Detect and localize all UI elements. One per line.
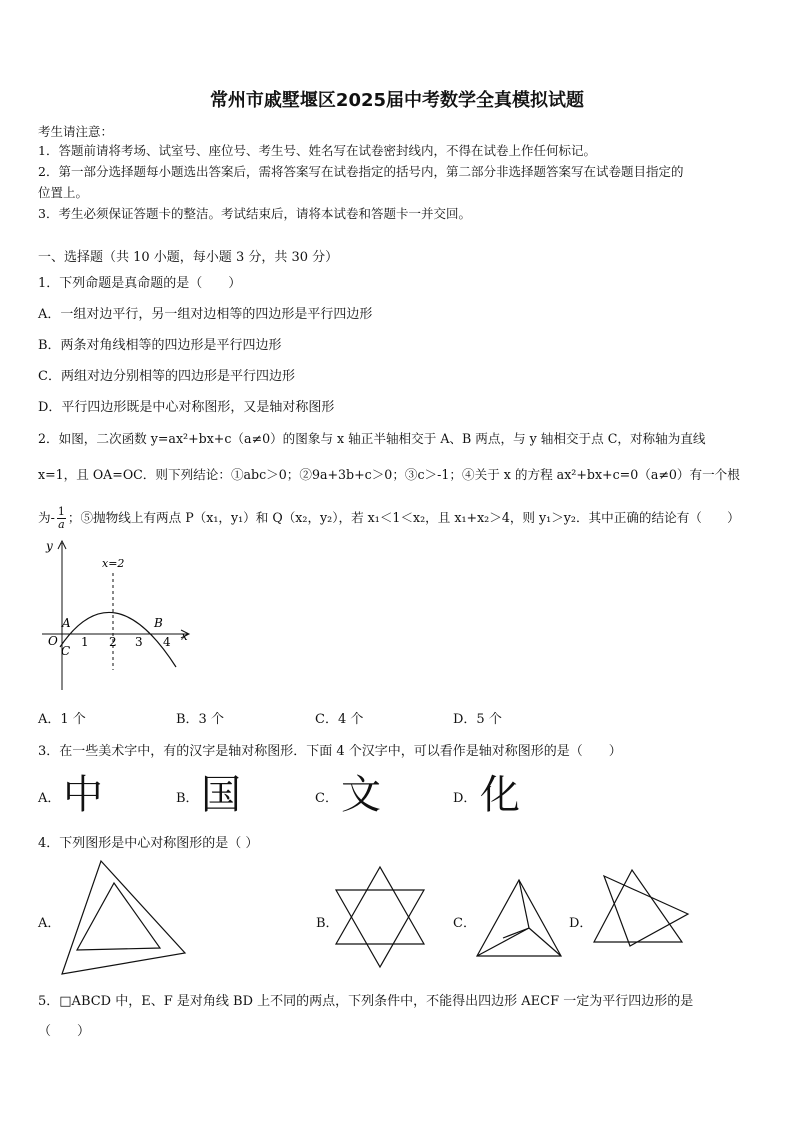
question-4-figure-d — [590, 866, 692, 950]
question-3-option-d-letter: D． — [453, 791, 477, 806]
question-1-option-a: A．一组对边平行，另一组对边相等的四边形是平行四边形 — [38, 307, 373, 322]
origin-label: O — [48, 634, 58, 648]
question-2-option-c: C．4 个 — [315, 712, 364, 727]
question-4-stem: 4．下列图形是中心对称图形的是（ ） — [38, 836, 259, 851]
fraction-1-over-a — [57, 506, 66, 531]
question-4-option-b-letter: B． — [316, 916, 339, 931]
question-4-option-d-letter: D． — [569, 916, 593, 931]
question-2-rest: ；⑤抛物线上有两点 P（x₁，y₁）和 Q（x₂，y₂），若 x₁＜1＜x₂，且 x₁+x₂＞4，则 y₁＞y₂．其中正确的结论有（ ） — [67, 510, 740, 525]
notice-heading: 考生请注意： — [38, 124, 114, 139]
question-4-figure-c — [473, 876, 565, 960]
question-4-option-c-letter: C． — [453, 916, 476, 931]
question-1-option-c: C．两组对边分别相等的四边形是平行四边形 — [38, 369, 295, 384]
question-3-stem: 3．在一些美术字中，有的汉字是轴对称图形．下面 4 个汉字中，可以看作是轴对称图形的是（ ） — [38, 744, 622, 759]
triangle-1 — [594, 870, 682, 942]
star-triangle-up — [336, 867, 424, 944]
symmetry-axis-label: x=2 — [102, 557, 125, 570]
inner-line — [503, 928, 529, 938]
question-2-option-d: D．5 个 — [453, 712, 502, 727]
question-5-line-2: （ ） — [38, 1024, 91, 1039]
page-title: 常州市戚墅堰区2025届中考数学全真模拟试题 — [209, 90, 585, 111]
point-a-label: A — [62, 616, 71, 630]
question-2-prefix: 为- — [38, 510, 55, 525]
notice-item: 2．第一部分选择题每小题选出答案后，需将答案写在试卷指定的括号内，第二部分非选择题答案写在试卷题目指定的 — [38, 164, 684, 179]
star-triangle-down — [336, 890, 424, 967]
question-4-figure-b — [332, 864, 428, 970]
question-3-option-a-char: 中 — [63, 772, 103, 818]
question-3-option-b-char: 国 — [201, 772, 241, 818]
x-tick-label: 3 — [135, 635, 143, 649]
question-3-option-d-char: 化 — [480, 772, 520, 818]
notice-item: 3．考生必须保证答题卡的整洁。考试结束后，请将本试卷和答题卡一并交回。 — [38, 206, 471, 221]
question-3-option-b-letter: B． — [176, 791, 199, 806]
question-2-line-2: x=1，且 OA=OC．则下列结论：①abc＞0；②9a+3b+c＞0；③c＞-1；④关于 x 的方程 ax²+bx+c=0（a≠0）有一个根 — [38, 467, 740, 482]
notice-item: 1．答题前请将考场、试室号、座位号、考生号、姓名写在试卷密封线内，不得在试卷上作任何标记。 — [38, 143, 596, 158]
question-2-line-1: 2．如图，二次函数 y=ax²+bx+c（a≠0）的图象与 x 轴正半轴相交于 A、B 两点，与 y 轴相交于点 C，对称轴为直线 — [38, 431, 706, 446]
question-3-option-c-char: 文 — [341, 772, 381, 818]
question-2-line-3 — [38, 506, 740, 531]
fraction-numerator: 1 — [57, 505, 65, 518]
question-3-option-a-letter: A． — [38, 791, 61, 806]
x-tick-label: 1 — [81, 635, 89, 649]
notice-item: 位置上。 — [38, 185, 89, 200]
question-4-figure-a — [58, 858, 188, 978]
question-2-option-a: A．1 个 — [38, 712, 86, 727]
question-2-option-b: B．3 个 — [176, 712, 224, 727]
fraction-denominator: a — [58, 518, 65, 531]
section-heading: 一、选择题（共 10 小题，每小题 3 分，共 30 分） — [38, 250, 339, 265]
point-b-label: B — [154, 616, 163, 630]
large-triangle — [62, 861, 185, 974]
triangle-2 — [604, 876, 688, 946]
question-1-option-b: B．两条对角线相等的四边形是平行四边形 — [38, 338, 282, 353]
x-axis-label: x — [181, 629, 188, 643]
question-1-option-d: D．平行四边形既是中心对称图形，又是轴对称图形 — [38, 400, 335, 415]
point-c-label: C — [61, 644, 71, 658]
x-tick-label: 4 — [163, 635, 171, 649]
y-axis-label: y — [46, 539, 53, 553]
question-4-option-a-letter: A． — [38, 916, 61, 931]
parabola-graph — [36, 535, 196, 695]
question-5-line-1: 5．□ABCD 中，E、F 是对角线 BD 上不同的两点，下列条件中，不能得出四边形 AECF 一定为平行四边形的是 — [38, 994, 694, 1009]
question-3-option-c-letter: C． — [315, 791, 338, 806]
question-1-stem: 1．下列命题是真命题的是（ ） — [38, 276, 242, 291]
x-tick-label: 2 — [109, 635, 117, 649]
